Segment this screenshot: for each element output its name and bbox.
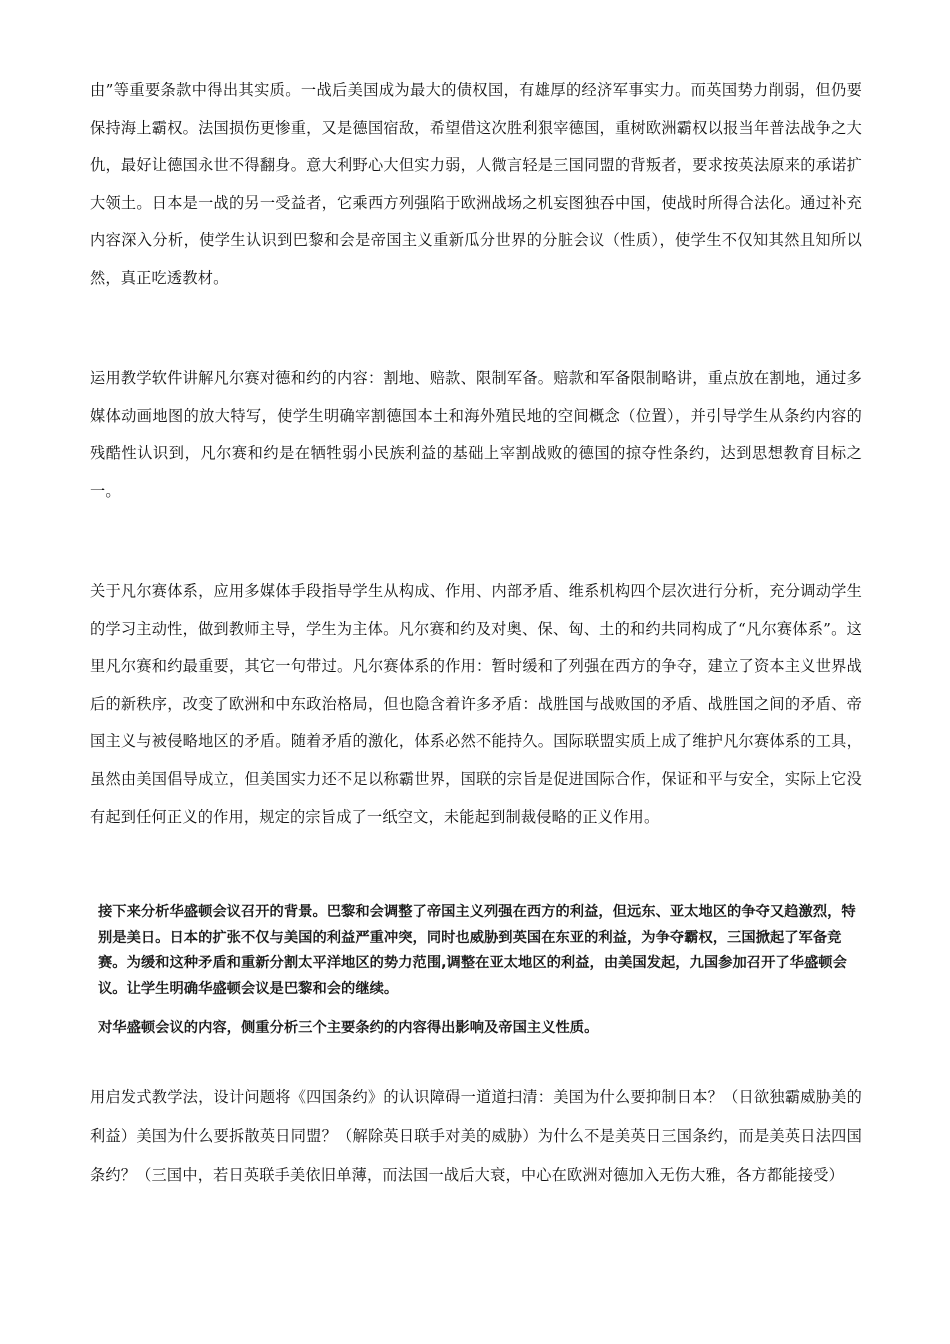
paragraph-washington-conference-background: 接下来分析华盛顿会议召开的背景。巴黎和会调整了帝国主义列强在西方的利益，但远东、亚太地区的争夺又趋激烈，特别是美日。日本的扩张不仅与美国的利益严重冲突，同时也威胁到英国在东亚的利益，为争夺霸权，三国掀起了军备竞赛。为缓和这种矛盾和重新分割太平洋地区的势力范围,调整在亚太地区的利益，由美国发起，九国参加召开了华盛顿会议。让学生明确华盛顿会议是巴黎和会的继续。: [98, 904, 856, 997]
paragraph-washington-conference-content: 对华盛顿会议的内容，侧重分析三个主要条约的内容得出影响及帝国主义性质。: [98, 1020, 599, 1036]
paragraph-versailles-treaty-content: 运用教学软件讲解凡尔赛对德和约的内容：割地、赔款、限制军备。赔款和军备限制略讲，重点放在割地，通过多媒体动画地图的放大特写，使学生明确宰割德国本土和海外殖民地的空间概念（位置），并引导学生从条约内容的残酷性认识到，凡尔赛和约是在牺牲弱小民族利益的基础上宰割战败的德国的掠夺性条约，达到思想教育目标之一。: [90, 369, 862, 500]
paragraph-versailles-system: 关于凡尔赛体系，应用多媒体手段指导学生从构成、作用、内部矛盾、维系机构四个层次进行分析，充分调动学生的学习主动性，做到教师主导，学生为主体。凡尔赛和约及对奥、保、匈、土的和约共同构成了“凡尔赛体系”。这里凡尔赛和约最重要，其它一句带过。凡尔赛体系的作用：暂时缓和了列强在西方的争夺，建立了资本主义世界战后的新秩序，改变了欧洲和中东政治格局，但也隐含着许多矛盾：战胜国与战败国的矛盾、战胜国之间的矛盾、帝国主义与被侵略地区的矛盾。随着矛盾的激化，体系必然不能持久。国际联盟实质上成了维护凡尔赛体系的工具，虽然由美国倡导成立，但美国实力还不足以称霸世界，国联的宗旨是促进国际合作，保证和平与安全，实际上它没有起到任何正义的作用，规定的宗旨成了一纸空文，未能起到制裁侵略的正义作用。: [90, 582, 862, 826]
paragraph-paris-conference-analysis: 由”等重要条款中得出其实质。一战后美国成为最大的债权国，有雄厚的经济军事实力。而英国势力削弱，但仍要保持海上霸权。法国损伤更惨重，又是德国宿敌，希望借这次胜利狠宰德国，重树欧洲霸权以报当年普法战争之大仇，最好让德国永世不得翻身。意大利野心大但实力弱，人微言轻是三国同盟的背叛者，要求按英法原来的承诺扩大领土。日本是一战的另一受益者，它乘西方列强陷于欧洲战场之机妄图独吞中国，使战时所得合法化。通过补充内容深入分析，使学生认识到巴黎和会是帝国主义重新瓜分世界的分脏会议（性质），使学生不仅知其然且知所以然，真正吃透教材。: [90, 81, 862, 287]
paragraph-four-power-treaty: 用启发式教学法，设计问题将《四国条约》的认识障碍一道道扫清：美国为什么要抑制日本？（日欲独霸威胁美的利益）美国为什么要拆散英日同盟？（解除英日联手对美的威胁）为什么不是美英日三国条约，而是美英日法四国条约？（三国中，若日英联手美依旧单薄，而法国一战后大衰，中心在欧洲对德加入无伤大雅，各方都能接受）: [90, 1088, 862, 1184]
